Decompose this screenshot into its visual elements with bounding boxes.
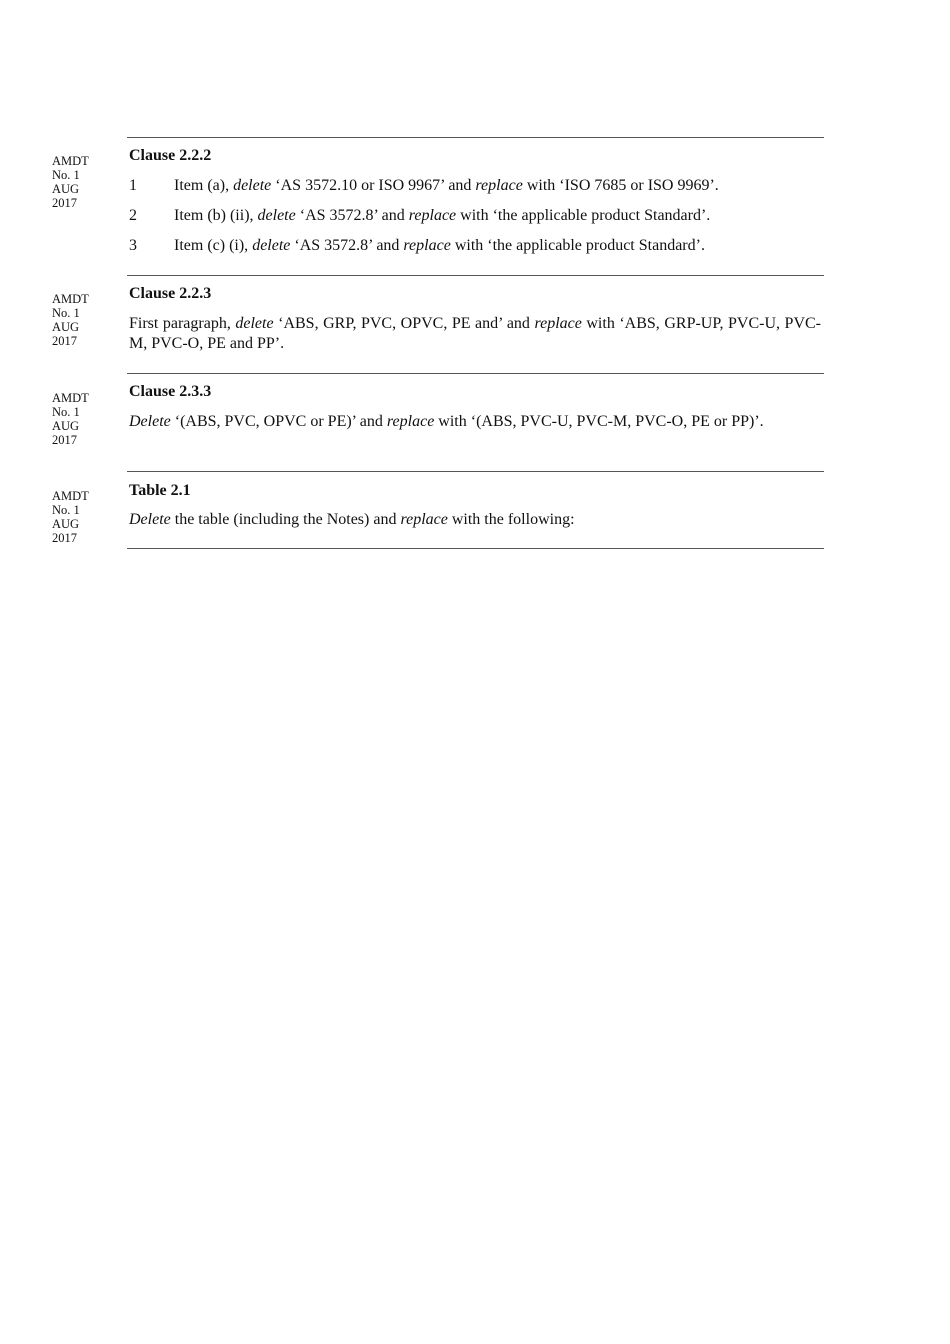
amendment-text: Delete ‘(ABS, PVC, OPVC or PE)’ and replace with ‘(ABS, PVC-U, PVC-M, PVC-O, PE or PP)’. bbox=[129, 413, 764, 430]
amendment-text: Delete the table (including the Notes) and replace with the following: bbox=[129, 511, 575, 528]
amendment-note: AMDT No. 1 AUG 2017 bbox=[52, 154, 89, 210]
amendment-note: AMDT No. 1 AUG 2017 bbox=[52, 489, 89, 545]
table-heading: Table 2.1 bbox=[129, 482, 191, 499]
item-text: Item (a), delete ‘AS 3572.10 or ISO 9967’ and replace with ‘ISO 7685 or ISO 9969’. bbox=[174, 177, 719, 194]
section-divider bbox=[127, 548, 824, 549]
clause-heading: Clause 2.2.3 bbox=[129, 285, 212, 302]
item-number: 3 bbox=[129, 237, 137, 254]
item-number: 1 bbox=[129, 177, 137, 194]
amendment-note: AMDT No. 1 AUG 2017 bbox=[52, 292, 89, 348]
clause-heading: Clause 2.3.3 bbox=[129, 383, 212, 400]
amendment-note: AMDT No. 1 AUG 2017 bbox=[52, 391, 89, 447]
section-divider bbox=[127, 275, 824, 276]
item-text: Item (b) (ii), delete ‘AS 3572.8’ and replace with ‘the applicable product Standard’. bbox=[174, 207, 711, 224]
section-divider bbox=[127, 137, 824, 138]
item-text: Item (c) (i), delete ‘AS 3572.8’ and replace with ‘the applicable product Standard’. bbox=[174, 237, 705, 254]
section-divider bbox=[127, 373, 824, 374]
section-divider bbox=[127, 471, 824, 472]
amendment-text: First paragraph, delete ‘ABS, GRP, PVC, OPVC, PE and’ and replace with ‘ABS, GRP-UP, PVC-U, PVC-M, PVC-O, PE and PP’. bbox=[129, 315, 821, 352]
clause-heading: Clause 2.2.2 bbox=[129, 147, 212, 164]
item-number: 2 bbox=[129, 207, 137, 224]
